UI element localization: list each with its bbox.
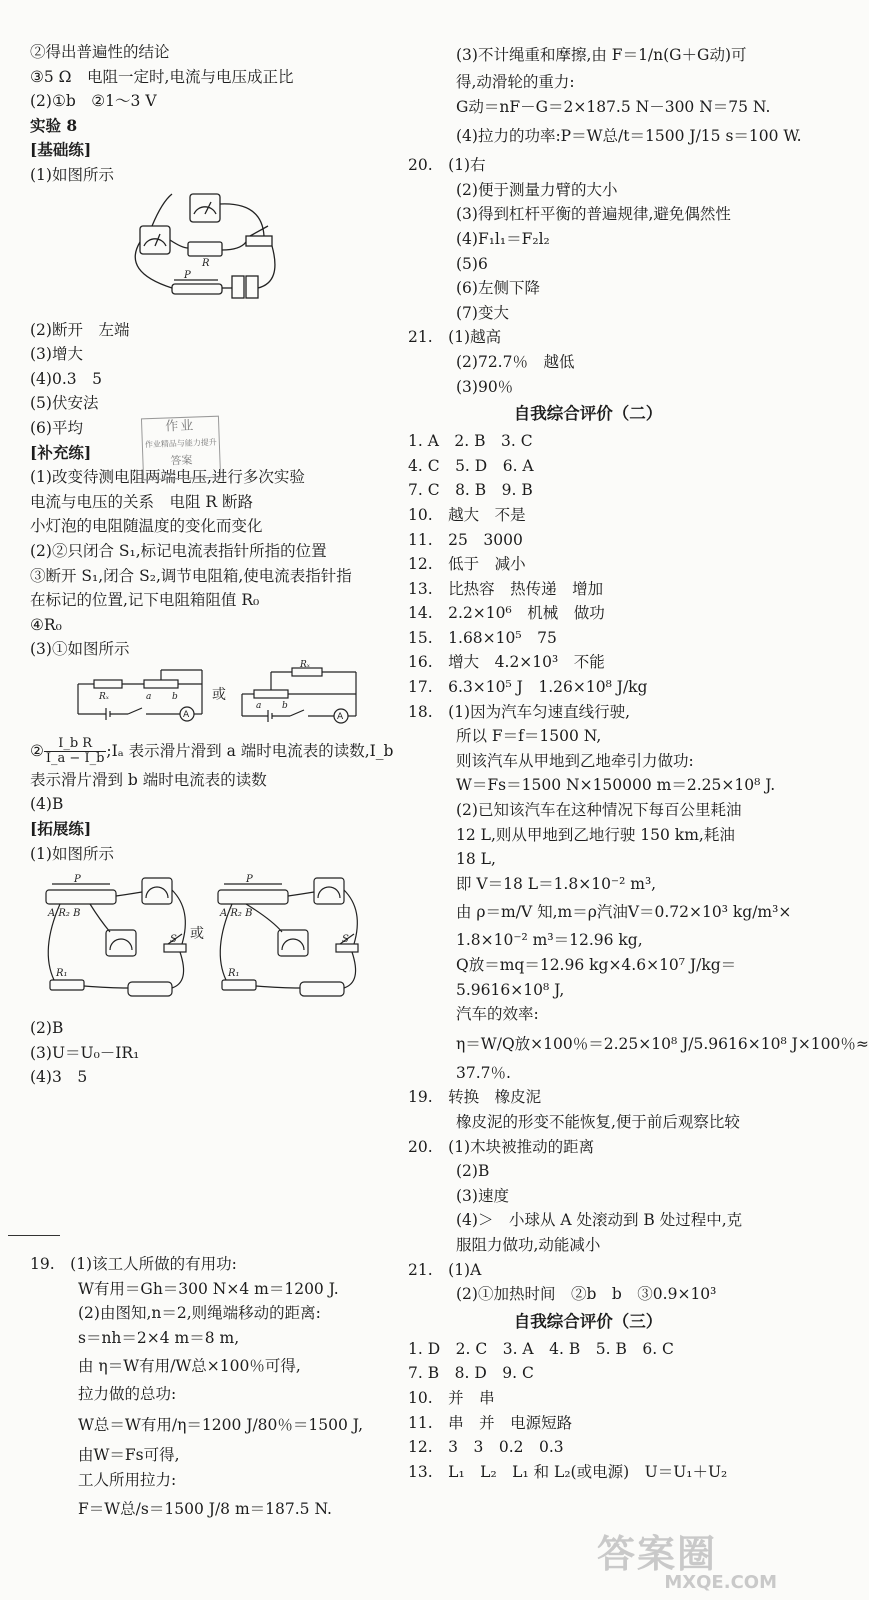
text-line: ④R₀ (30, 615, 62, 634)
text-line: 21. (1)A (408, 1260, 482, 1279)
stamp-line: 作业精品与能力提升 (144, 437, 217, 450)
text-line: 11. 串 并 电源短路 (408, 1413, 573, 1432)
text-line: s＝nh＝2×4 m＝8 m, (78, 1328, 240, 1347)
text-line: ②得出普遍性的结论 (30, 43, 170, 61)
text-line: 小灯泡的电阻随温度的变化而变化 (30, 517, 263, 536)
text-line: ③5 Ω 电阻一定时,电流与电压成正比 (30, 67, 294, 86)
text-line: (5)6 (456, 254, 488, 273)
column-separator (8, 1235, 60, 1236)
stamp-line: 答案 (170, 453, 193, 468)
stamp-line: 作业 (164, 418, 196, 435)
svg-text:A R₂ B: A R₂ B (48, 908, 81, 920)
text-line: 18 L, (456, 850, 496, 869)
text-line: (4)＞ 小球从 A 处滚动到 B 处过程中,克 (456, 1211, 743, 1230)
fraction-numerator: I_b R (44, 737, 107, 752)
text-line: η＝W/Q放×100％＝2.25×10⁸ J/5.9616×10⁸ J×100％≈ (456, 1034, 869, 1053)
basic-practice-heading: [基础练] (30, 140, 92, 160)
section-2-block (408, 429, 869, 1307)
text-line: (4)0.3 5 (30, 369, 102, 388)
fraction (44, 737, 107, 766)
section-title-3: 自我综合评价（三） (513, 1311, 663, 1331)
circuit-diagram-a (72, 668, 210, 728)
text-line: 1.8×10⁻² m³＝12.96 kg, (456, 931, 643, 950)
text-line: (3)不计绳重和摩擦,由 F＝1/n(G＋G动)可 (456, 46, 747, 64)
text-line: 在标记的位置,记下电阻箱阻值 R₀ (30, 591, 260, 610)
text-line: (2)②只闭合 S₁,标记电流表指针所指的位置 (30, 541, 327, 560)
circuit-diagram-b (236, 659, 374, 728)
text-line: 拉力做的总功: (78, 1385, 177, 1404)
text-line: F＝W总/s＝1500 J/8 m＝187.5 N. (78, 1500, 332, 1519)
text-line: 表示滑片滑到 b 端时电流表的读数 (30, 770, 267, 789)
text-line: (2)便于测量力臂的大小 (456, 180, 618, 199)
text-line: 13. 比热容 热传递 增加 (408, 579, 604, 598)
svg-text:P: P (184, 269, 191, 281)
left-top-block (30, 40, 390, 188)
text-line: (6)左侧下降 (456, 279, 540, 298)
text-line: W有用＝Gh＝300 N×4 m＝1200 J. (78, 1279, 339, 1298)
stamp-seal (141, 416, 221, 481)
text-line: (2)由图知,n＝2,则绳端移动的距离: (78, 1304, 321, 1323)
text-line: 12 L,则从甲地到乙地行驶 150 km,耗油 (456, 825, 735, 844)
text-line: (5)伏安法 (30, 394, 99, 413)
text-line: 得,动滑轮的重力: (456, 73, 575, 91)
experiment-heading: 实验 8 (30, 115, 78, 135)
text-line: (4)B (30, 795, 64, 814)
text-line: 橡皮泥的形变不能恢复,便于前后观察比较 (456, 1112, 740, 1131)
text-line: 7. B 8. D 9. C (408, 1364, 534, 1383)
svg-text:b: b (282, 700, 288, 711)
text-line: (2)72.7％ 越低 (456, 352, 575, 371)
svg-text:Rₓ: Rₓ (300, 659, 310, 670)
text-line: 所以 F＝f＝1500 N, (456, 727, 602, 746)
svg-text:A: A (337, 711, 344, 722)
section-title-2: 自我综合评价（二） (513, 404, 663, 424)
text-line: Q放＝mq＝12.96 kg×4.6×10⁷ J/kg＝ (456, 956, 737, 974)
text-line: 17. 6.3×10⁵ J 1.26×10⁸ J/kg (408, 678, 648, 697)
text-line: 1. D 2. C 3. A 4. B 5. B 6. C (408, 1339, 674, 1358)
text-line: (3)U＝U₀－IR₁ (30, 1043, 140, 1062)
svg-text:a: a (256, 700, 262, 711)
text-line: 汽车的效率: (456, 1005, 539, 1024)
text-line: 20. (1)右 (408, 156, 486, 175)
text-line: (1)如图所示 (30, 844, 114, 863)
text-line: 19. (1)该工人所做的有用功: (30, 1255, 237, 1273)
left-supp-block (30, 465, 390, 662)
svg-text:R: R (202, 257, 210, 269)
or-label: 或 (212, 686, 226, 703)
text-line: 10. 越大 不是 (408, 505, 526, 524)
text-line: 37.7％. (456, 1063, 511, 1082)
svg-text:A: A (183, 709, 190, 720)
text-line: 由W＝Fs可得, (78, 1445, 180, 1464)
text-line: 1. A 2. B 3. C (408, 432, 533, 451)
section-3-block (408, 1337, 768, 1485)
text-line: 15. 1.68×10⁵ 75 (408, 628, 557, 647)
svg-text:P: P (74, 874, 81, 886)
text-line: W＝Fs＝1500 N×150000 m＝2.25×10⁸ J. (456, 776, 776, 795)
text-line: 5.9616×10⁸ J, (456, 980, 565, 999)
svg-text:P: P (246, 874, 253, 886)
text-line: G动＝nF－G＝2×187.5 N－300 N＝75 N. (456, 97, 771, 116)
svg-text:b: b (172, 691, 178, 702)
text-line: 即 V＝18 L＝1.8×10⁻² m³, (456, 874, 657, 893)
svg-text:Rₓ: Rₓ (99, 691, 109, 702)
left-column (30, 40, 394, 1090)
text-line: (2)已知该汽车在这种情况下每百公里耗油 (456, 801, 742, 820)
circuit-figure-extension (30, 870, 380, 1010)
text-line: 18. (1)因为汽车匀速直线行驶, (408, 702, 631, 721)
text-line: 由 η＝W有用/W总×100％可得, (78, 1357, 301, 1376)
text-line: 服阻力做功,动能减小 (456, 1235, 601, 1254)
text-line: (2)①加热时间 ②b b ③0.9×10³ (456, 1285, 717, 1304)
extension-practice-heading: [拓展练] (30, 819, 92, 839)
text-line: (1)如图所示 (30, 165, 114, 184)
text-line: 12. 3 3 0.2 0.3 (408, 1438, 564, 1457)
text-line: (2)B (30, 1019, 64, 1038)
text-line: 13. L₁ L₂ L₁ 和 L₂(或电源) U＝U₁＋U₂ (408, 1462, 728, 1481)
text-line: 工人所用拉力: (78, 1470, 177, 1489)
text-line: 20. (1)木块被推动的距离 (408, 1137, 595, 1156)
text-line: 12. 低于 减小 (408, 555, 526, 574)
text-line: 7. C 8. B 9. B (408, 481, 533, 500)
text-line: 11. 25 3000 (408, 530, 523, 549)
watermark-line: 答案圈 (597, 1532, 718, 1576)
right-column (408, 40, 869, 1484)
text-line: (2)①b ②1～3 V (30, 92, 157, 111)
svg-text:R₁: R₁ (56, 968, 68, 980)
text-line: ③断开 S₁,闭合 S₂,调节电阻箱,使电流表指针指 (30, 566, 352, 585)
text-line: (7)变大 (456, 303, 509, 322)
supplementary-practice-heading: [补充练] (30, 442, 92, 462)
circuit-figure-basic (122, 192, 302, 312)
svg-text:S: S (170, 934, 177, 946)
svg-text:S: S (342, 934, 349, 946)
circuit-figure-pair (30, 659, 390, 734)
text-line: 10. 并 串 (408, 1388, 495, 1407)
or-label-2: 或 (190, 926, 204, 943)
text-line: (4)拉力的功率:P＝W总/t＝1500 J/15 s＝100 W. (456, 127, 802, 146)
text-line: (4)3 5 (30, 1068, 88, 1087)
text-line: (2)B (456, 1162, 490, 1181)
text-line: (6)平均 (30, 418, 83, 437)
text-line: 16. 增大 4.2×10³ 不能 (408, 653, 605, 672)
formula-prefix: ② (30, 741, 44, 760)
text-line: W总＝W有用/η＝1200 J/80％＝1500 J, (78, 1415, 364, 1434)
text-line: (3)得到杠杆平衡的普遍规律,避免偶然性 (456, 205, 731, 224)
watermark-line: MXQE.COM (664, 1572, 777, 1593)
text-line: 21. (1)越高 (408, 328, 502, 347)
text-line: 4. C 5. D 6. A (408, 456, 534, 475)
text-line: (3)增大 (30, 345, 83, 364)
text-line: (3)①如图所示 (30, 640, 130, 659)
text-line: 19. 转换 橡皮泥 (408, 1088, 542, 1107)
svg-text:A R₂ B: A R₂ B (220, 908, 253, 920)
formula-line (30, 734, 394, 768)
text-line: 由 ρ＝m/V 知,m＝ρ汽油V＝0.72×10³ kg/m³× (456, 903, 792, 922)
formula-text: ;Iₐ 表示滑片滑到 a 端时电流表的读数,I_b (106, 741, 394, 760)
svg-text:R₁: R₁ (228, 968, 240, 980)
site-watermark (597, 1534, 777, 1592)
text-line: (4)F₁l₁＝F₂l₂ (456, 229, 550, 248)
text-line: (1)改变待测电阻两端电压,进行多次实验 (30, 468, 305, 487)
text-line: (3)速度 (456, 1186, 509, 1205)
text-line: (2)断开 左端 (30, 320, 130, 339)
text-line: 14. 2.2×10⁶ 机械 做功 (408, 604, 605, 623)
svg-text:a: a (146, 691, 152, 702)
left-q19-block (30, 1252, 390, 1526)
text-line: 则该汽车从甲地到乙地牵引力做功: (456, 751, 694, 770)
text-line: (3)90％ (456, 377, 514, 396)
text-line: 电流与电压的关系 电阻 R 断路 (30, 492, 254, 511)
fraction-denominator: I_a − I_b (45, 751, 105, 767)
